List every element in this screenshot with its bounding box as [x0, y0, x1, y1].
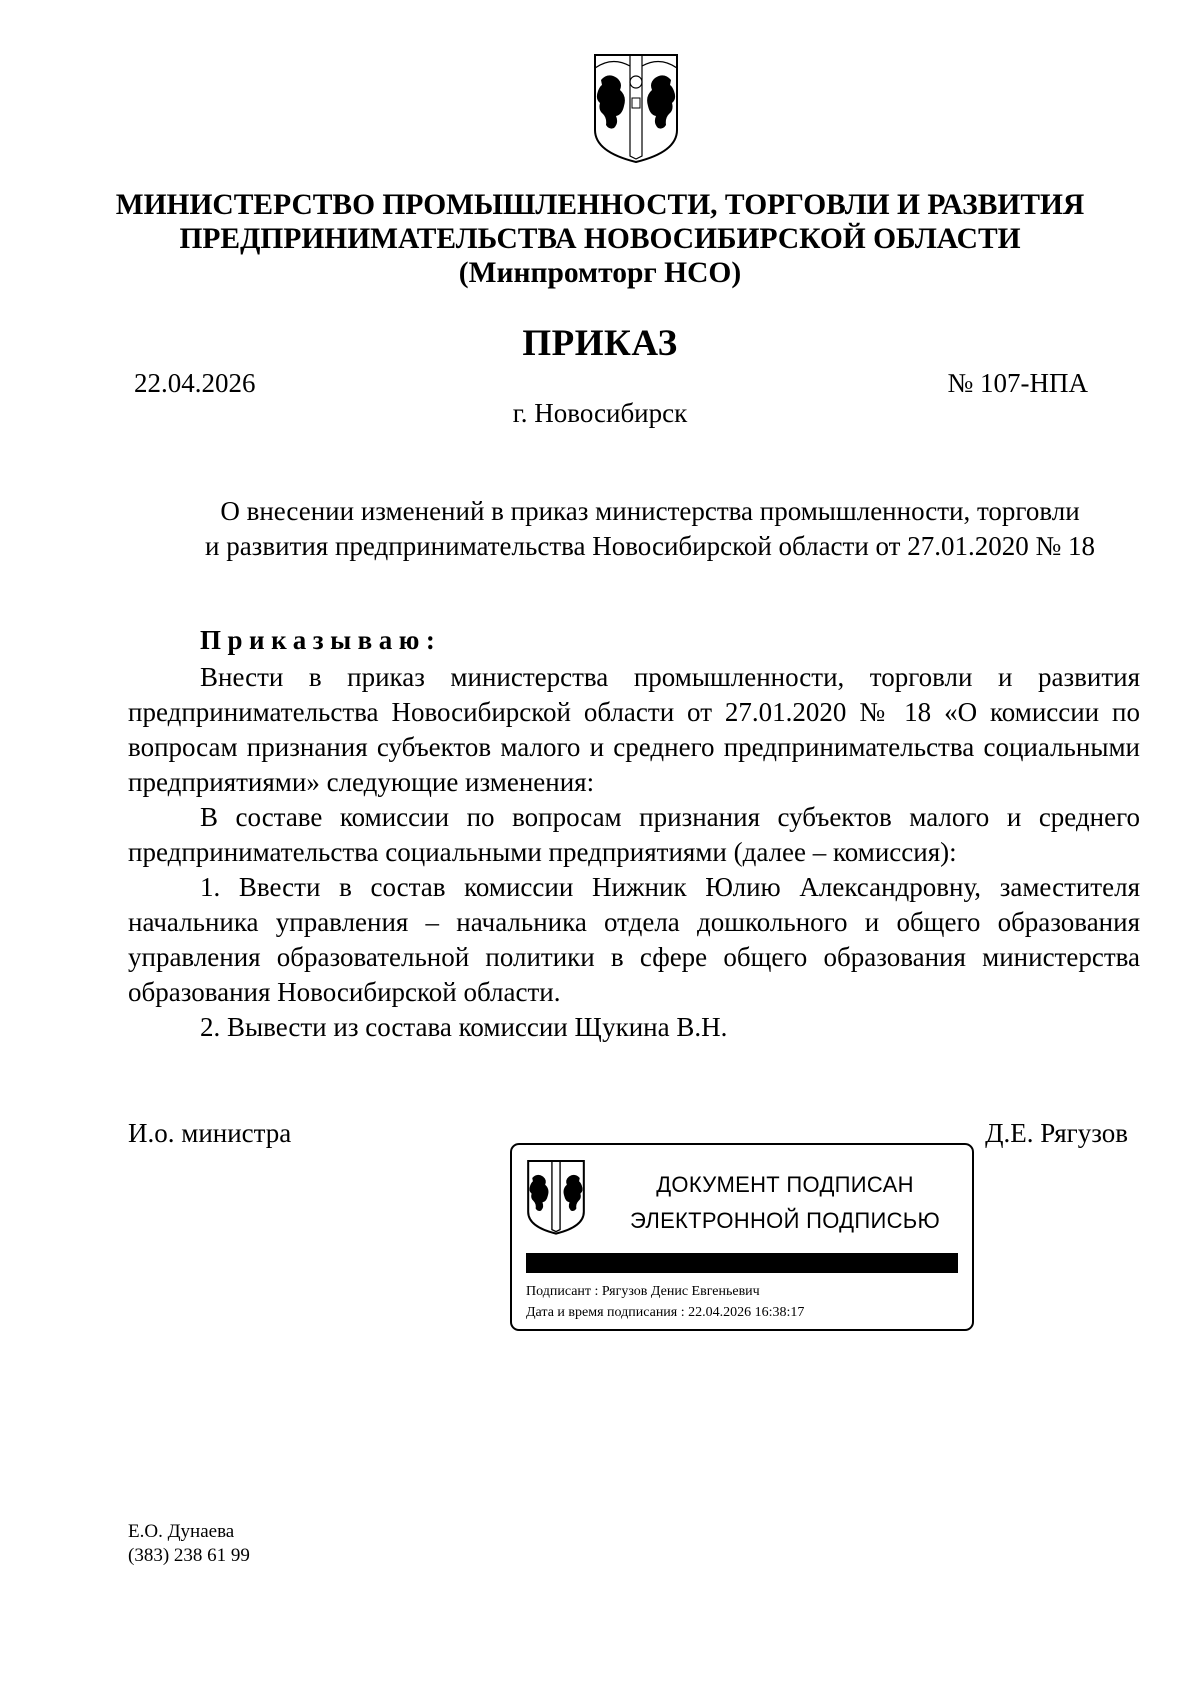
stamp-details	[526, 1281, 804, 1323]
ministry-name	[100, 188, 1100, 290]
executor-info	[128, 1520, 250, 1568]
order-keyword: Приказываю:	[200, 625, 442, 655]
stamp-title	[620, 1167, 950, 1239]
body-paragraph: В составе комиссии по вопросам признания субъектов малого и среднего предпринимательства социальными предприятиями (далее – комиссия):	[128, 802, 1140, 867]
electronic-signature-stamp	[510, 1143, 974, 1331]
document-city: г. Новосибирск	[512, 398, 688, 428]
body-paragraph: 1. Ввести в состав комиссии Нижник Юлию Александровну, заместителя начальника управления – начальника отдела дошкольного и общего образования управления образовательной политики в сфере общего образования министерства образования Новосибирской области.	[128, 872, 1140, 1007]
body-paragraph: Внести в приказ министерства промышленности, торговли и развития предпринимательства Новосибирской области от 27.01.2020 № 18 «О комиссии по вопросам признания субъектов малого и среднего предпринимательства социальными предприятиями» следующие изменения:	[128, 662, 1140, 797]
ministry-line-2: ПРЕДПРИНИМАТЕЛЬСТВА НОВОСИБИРСКОЙ ОБЛАСТИ	[179, 223, 1021, 255]
stamp-datetime: Дата и время подписания : 22.04.2026 16:38:17	[526, 1305, 805, 1320]
stamp-title-line-2: ЭЛЕКТРОННОЙ ПОДПИСЬЮ	[629, 1208, 941, 1233]
executor-phone: (383) 238 61 99	[128, 1545, 250, 1566]
order-body	[128, 660, 1140, 1045]
coat-of-arms-icon	[592, 52, 680, 164]
subject-line-1: О внесении изменений в приказ министерства промышленности, торговли	[220, 496, 1080, 526]
stamp-coat-of-arms-icon	[526, 1159, 586, 1235]
signer-position: И.о. министра	[128, 1118, 292, 1148]
stamp-title-line-1: ДОКУМЕНТ ПОДПИСАН	[656, 1172, 914, 1197]
stamp-divider-bar	[526, 1253, 958, 1273]
ministry-short-name: (Минпромторг НСО)	[458, 257, 742, 289]
body-paragraph: 2. Вывести из состава комиссии Щукина В.Н.	[200, 1012, 728, 1042]
ministry-line-1: МИНИСТЕРСТВО ПРОМЫШЛЕННОСТИ, ТОРГОВЛИ И РАЗВИТИЯ	[115, 189, 1085, 221]
document-subject	[150, 494, 1150, 564]
document-number: № 107-НПА	[947, 368, 1088, 398]
executor-name: Е.О. Дунаева	[128, 1521, 235, 1542]
subject-line-2: и развития предпринимательства Новосибирской области от 27.01.2020 № 18	[205, 531, 1095, 561]
stamp-signer: Подписант : Рягузов Денис Евгеньевич	[526, 1284, 760, 1299]
document-date: 22.04.2026	[134, 368, 256, 398]
signer-name: Д.Е. Рягузов	[985, 1118, 1128, 1148]
document-type: ПРИКАЗ	[522, 323, 678, 364]
